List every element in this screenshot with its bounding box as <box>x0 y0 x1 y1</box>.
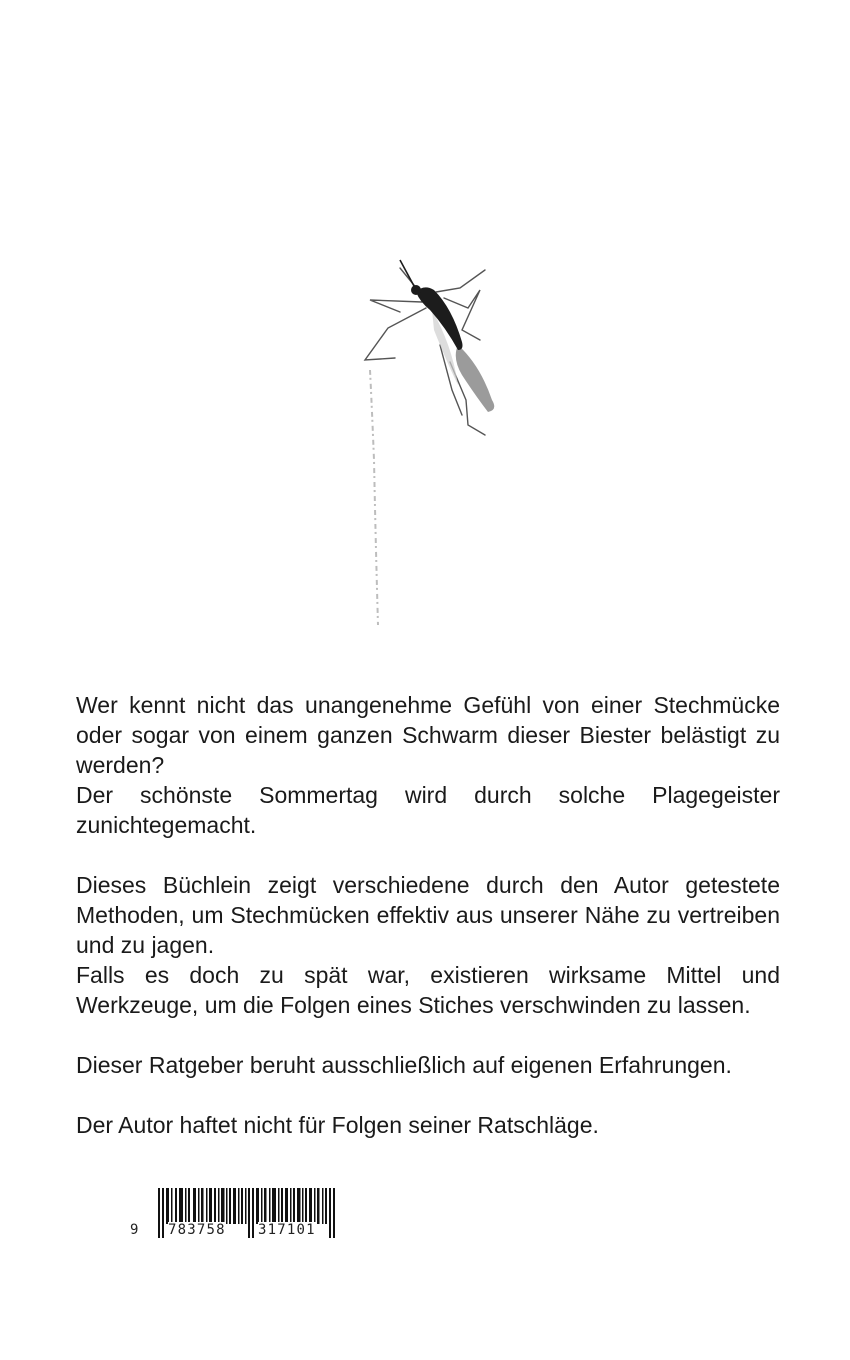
barcode-left-digits: 783758 <box>168 1222 226 1238</box>
barcode-right-digits: 317101 <box>258 1222 316 1238</box>
paragraph-2-line-1: Dieses Büchlein zeigt verschiedene durch den Autor getestete Methoden, um Stechmücken effektiv aus unserer Nähe zu vertreiben und zu jagen. <box>76 872 780 958</box>
mosquito-illustration <box>340 250 530 640</box>
mosquito-icon <box>340 250 530 640</box>
paragraph-1-line-1: Wer kennt nicht das unangenehme Gefühl von einer Stechmücke oder sogar von einem ganzen Schwarm dieser Biester belästigt zu werden? <box>76 692 780 778</box>
isbn-barcode <box>130 1188 340 1240</box>
paragraph-3: Dieser Ratgeber beruht ausschließlich auf eigenen Erfahrungen. <box>76 1052 732 1078</box>
back-cover-text <box>76 690 780 1140</box>
paragraph-2-line-2: Falls es doch zu spät war, existieren wirksame Mittel und Werkzeuge, um die Folgen eines Stiches verschwinden zu lassen. <box>76 962 780 1018</box>
paragraph-4: Der Autor haftet nicht für Folgen seiner Ratschläge. <box>76 1112 599 1138</box>
barcode-lead-digit: 9 <box>130 1222 140 1238</box>
paragraph-1-line-2: Der schönste Sommertag wird durch solche Plagegeister zunichtegemacht. <box>76 782 780 838</box>
